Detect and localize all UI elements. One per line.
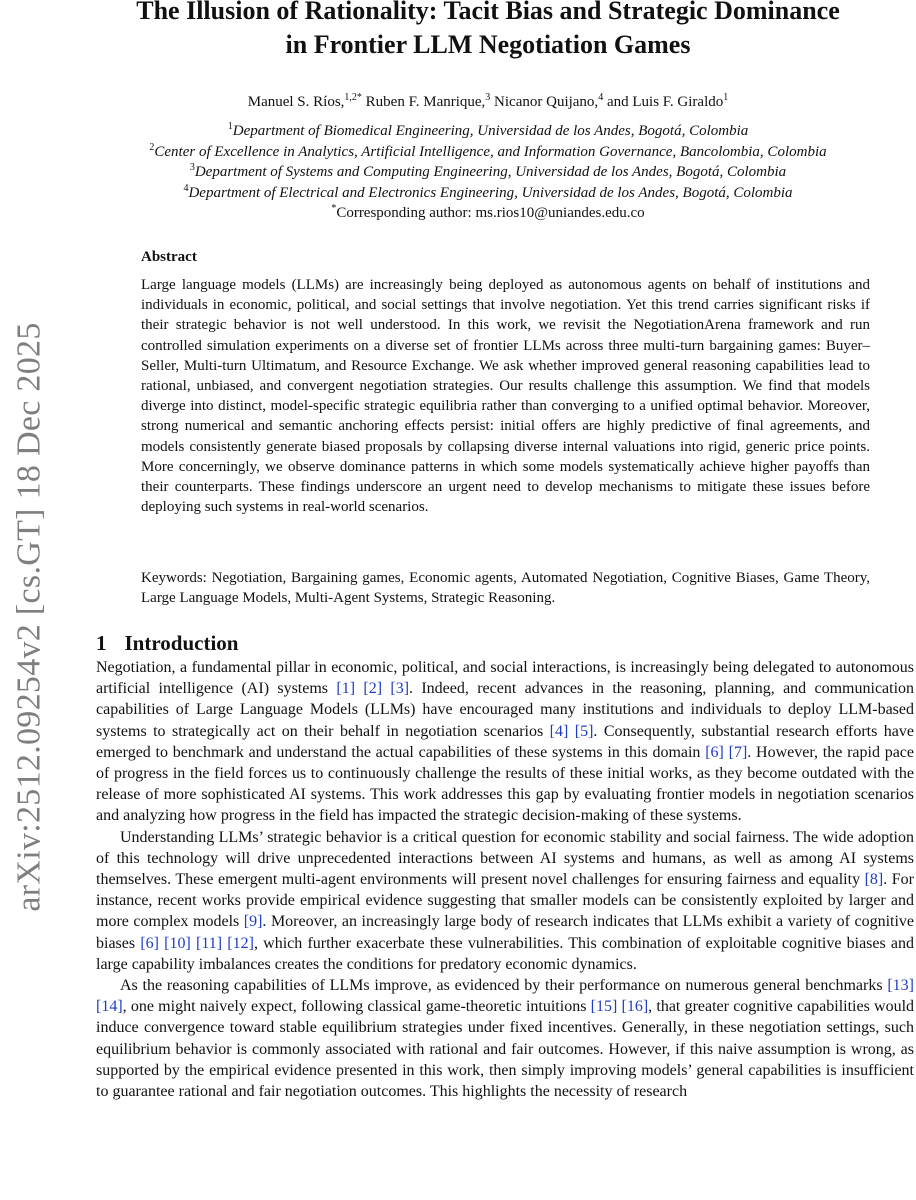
citation-link[interactable]: [2] (363, 680, 383, 698)
citation-link[interactable]: [6] (140, 934, 159, 952)
affiliation-4: $^4$Department of Electrical and Electronics Engineering, Universidad de los Andes, Bogotá, Colombia (183, 182, 793, 201)
citation-link[interactable]: [13] (887, 977, 914, 995)
paragraph: Understanding LLMs’ strategic behavior is a critical question for economic stability and social fairness. The wide adoption of this technology will drive unprecedented interactions between AI systems and humans, as well as among AI systems themselves. These emergent multi-agent environments will present novel challenges for ensuring fairness and equality [8]. For instance, recent works provide empirical evidence suggesting that smaller models can be consistently exploited by larger and more complex models [9]. Moreover, an increasingly large body of research indicates that LLMs exhibit a variety of cognitive biases [6] [10] [11] [12], which further exacerbate these vulnerabilities. This combination of exploitable cognitive biases and large capability imbalances creates the conditions for predatory economic dynamics. (96, 828, 915, 973)
author-name: Manuel S. Ríos,$^{1,2*}$ (247, 92, 362, 110)
citation-link[interactable]: [7] (728, 743, 748, 761)
corresponding-author: *Corresponding author: ms.rios10@uniandes.edu.co (331, 203, 645, 221)
affiliation-2: $^2$Center of Excellence in Analytics, Artificial Intelligence, and Information Governance, Bancolombia, Colombia (149, 141, 827, 160)
author-name: Luis F. Giraldo$^1$ (632, 92, 729, 110)
paragraph: Negotiation, a fundamental pillar in economic, political, and social interactions, is increasingly being delegated to autonomous artificial intelligence (AI) systems [1] [2] [3]. Indeed, recent advances in the reasoning, planning, and communication capabilities of Large Language Models (LLMs) have encouraged many institutions and individuals to deploy LLM-based systems to strategically act on their behalf in negotiation scenarios [4] [5]. Consequently, substantial research efforts have emerged to benchmark and understand the actual capabilities of these systems in this domain [6] [7]. However, the rapid pace of progress in the field forces us to continuously challenge the results of these initial works, as they become outdated with the release of more sophisticated AI systems. This work addresses this gap by evaluating frontier models in negotiation scenarios and analyzing how progress in the field has impacted the strategic decision-making of these systems. (96, 659, 915, 825)
paper-title (60, 0, 916, 62)
citation-link[interactable]: [14] (96, 998, 123, 1016)
title-line-2: in Frontier LLM Negotiation Games (285, 30, 691, 59)
citation-link[interactable]: [1] (336, 680, 356, 698)
section-heading (96, 630, 238, 656)
keywords: Keywords: Negotiation, Bargaining games, Economic agents, Automated Negotiation, Cognitive Biases, Game Theory, Large Language Models, Multi-Agent Systems, Strategic Reasoning. (141, 570, 870, 606)
affiliation-3: $^3$Department of Systems and Computing Engineering, Universidad de los Andes, Bogotá, Colombia (189, 162, 787, 180)
abstract-text: Large language models (LLMs) are increasingly being deployed as autonomous agents on behalf of institutions and individuals in economic, political, and social settings that involve negotiation. Yet this trend carries significant risks if their strategic behavior is not well understood. In this work, we revisit the NegotiationArena framework and run controlled simulation experiments on a diverse set of frontier LLMs across three multi-turn bargaining games: Buyer–Seller, Multi-turn Ultimatum, and Resource Exchange. We ask whether improved general reasoning capabilities lead to rational, unbiased, and convergent negotiation strategies. Our results challenge this assumption. We find that models diverge into distinct, model-specific strategic equilibria rather than converging to a unified optimal behavior. Moreover, strong numerical and semantic anchoring effects persist: initial offers are highly predictive of final agreements, and models consistently generate biased proposals by collapsing diverse internal valuations into rigid, generic price points. More concerningly, we observe dominance patterns in which some models systematically achieve higher payoffs than their counterparts. These findings underscore an urgent need to develop mechanisms to mitigate these issues before deploying such systems in real-world scenarios. (141, 277, 870, 516)
citation-link[interactable]: [4] (549, 722, 569, 740)
citation-link[interactable]: [3] (390, 680, 410, 698)
affiliations (60, 121, 916, 224)
citation-link[interactable]: [16] (621, 998, 649, 1016)
paragraph: As the reasoning capabilities of LLMs improve, as evidenced by their performance on numerous general benchmarks [13] [14], one might naively expect, following classical game-theoretic intuitions [15] [16], that greater cognitive capabilities would induce convergence toward stable equilibrium strategies under fixed incentives. Generally, in these negotiation settings, such equilibrium behavior is commonly associated with rational and fair outcomes. However, if this naive assumption is wrong, as supported by the empirical evidence presented in this work, then simply improving models’ general capabilities is insufficient to guarantee rational and fair negotiation outcomes. This highlights the necessity of research (96, 977, 915, 1101)
author-list: Manuel S. Ríos,$^{1,2*}$ Ruben F. Manrique,$^3$ Nicanor Quijano,$^4$ and Luis F. Giraldo$^1$ (247, 92, 729, 110)
abstract-heading: Abstract (141, 249, 197, 265)
author-name: Ruben F. Manrique,$^3$ (365, 92, 491, 110)
section-title: Introduction (124, 631, 239, 655)
citation-link[interactable]: [9] (243, 913, 263, 931)
arxiv-stamp (0, 272, 60, 962)
author-name: Nicanor Quijano,$^4$ (494, 92, 604, 110)
citation-link[interactable]: [5] (574, 722, 594, 740)
citation-link[interactable]: [10] (164, 934, 191, 952)
citation-link[interactable]: [12] (227, 934, 254, 952)
citation-link[interactable]: [6] (705, 743, 724, 761)
citation-link[interactable]: [11] (196, 934, 223, 952)
body-text (96, 657, 914, 1102)
arxiv-id[interactable]: arXiv:2512.09254v2 [cs.GT] 18 Dec 2025 (11, 322, 49, 912)
citation-link[interactable]: [15] (590, 998, 618, 1016)
title-line-1: The Illusion of Rationality: Tacit Bias and Strategic Dominance (136, 0, 840, 25)
section-number: 1 (96, 631, 107, 655)
citation-link[interactable]: [8] (864, 871, 884, 889)
affiliation-1: $^1$Department of Biomedical Engineering, Universidad de los Andes, Bogotá, Colombia (227, 121, 749, 139)
